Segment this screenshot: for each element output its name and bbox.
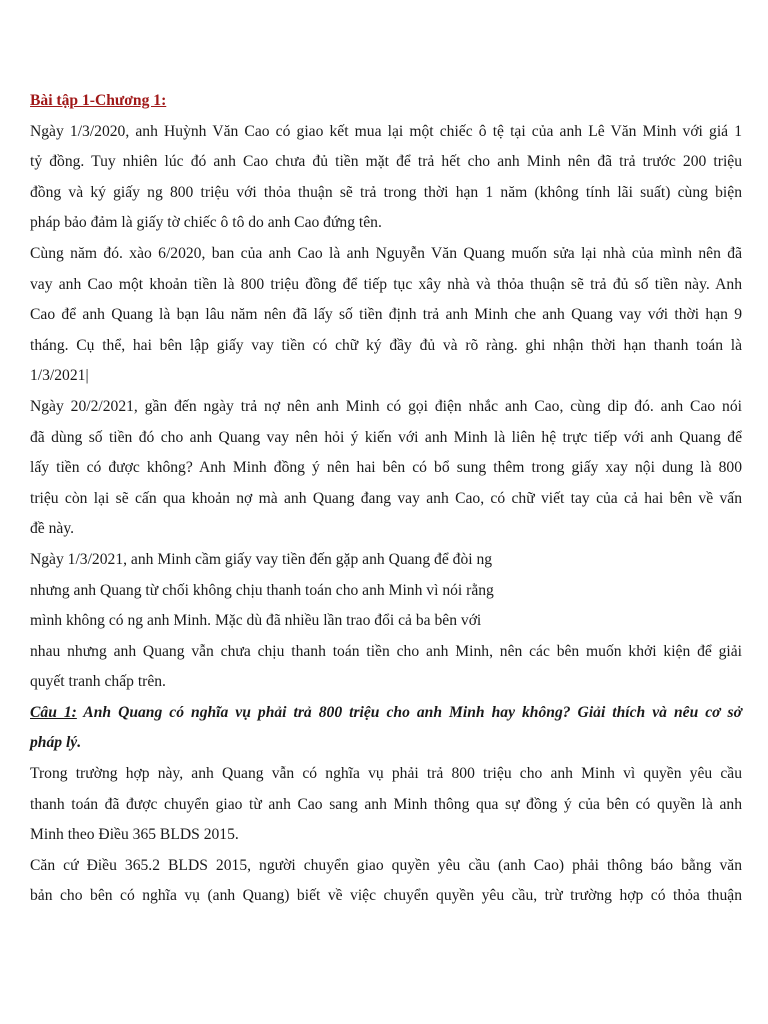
text-line: vay anh Cao một khoản tiền là 800 triệu đồng để tiếp tục xây nhà và thỏa thuận sẽ trả đủ số tiền này. Anh bbox=[30, 275, 742, 293]
paragraph-1 bbox=[30, 117, 742, 239]
answer-paragraph-1 bbox=[30, 759, 742, 851]
question-line: pháp lý. bbox=[30, 734, 82, 752]
paragraph-2 bbox=[30, 239, 742, 392]
text-line: Cùng năm đó. xào 6/2020, ban của anh Cao là anh Nguyễn Văn Quang muốn sửa lại nhà của mình nên đã bbox=[30, 244, 742, 262]
text-line: Ngày 1/3/2021, anh Minh cầm giấy vay tiền đến gặp anh Quang để đòi ng bbox=[30, 550, 493, 568]
paragraph-4 bbox=[30, 545, 742, 698]
text-line: đồng và ký giấy ng 800 triệu với thỏa thuận sẽ trả trong thời hạn 1 năm (không tính lãi suất) cùng biện bbox=[30, 183, 742, 201]
text-line: quyết tranh chấp trên. bbox=[30, 673, 166, 691]
text-line: tỷ đồng. Tuy nhiên lúc đó anh Cao chưa đủ tiền mặt để trả hết cho anh Minh nên đã trả trước 200 triệu bbox=[30, 153, 742, 171]
text-line: Ngày 20/2/2021, gần đến ngày trả nợ nên anh Minh có gọi điện nhắc anh Cao, cùng dip đó. anh Cao nói bbox=[30, 397, 742, 415]
question-label: Câu 1: bbox=[30, 703, 77, 721]
text-line: nhưng anh Quang từ chối không chịu thanh toán cho anh Minh vì nói rằng bbox=[30, 581, 494, 599]
text-line: 1/3/2021| bbox=[30, 367, 89, 385]
text-line: nhau nhưng anh Quang vẫn chưa chịu thanh toán tiền cho anh Minh, nên các bên muốn khởi kiện để giải bbox=[30, 642, 742, 660]
text-line: thanh toán đã được chuyển giao từ anh Cao sang anh Minh thông qua sự đồng ý của bên có quyền là anh bbox=[30, 795, 742, 813]
text-line: tháng. Cụ thể, hai bên lập giấy vay tiền có chữ ký đầy đủ và rõ ràng. ghi nhận thời hạn thanh toán là bbox=[30, 336, 742, 354]
text-line: triệu còn lại sẽ cấn qua khoản nợ mà anh Quang đang vay anh Cao, có chữ viết tay của cả hai bên về vấn bbox=[30, 489, 742, 507]
text-line: mình không có ng anh Minh. Mặc dù đã nhiều lần trao đổi cả ba bên với bbox=[30, 612, 482, 630]
text-line: Minh theo Điều 365 BLDS 2015. bbox=[30, 826, 239, 844]
paragraph-3 bbox=[30, 392, 742, 545]
question-1 bbox=[30, 698, 742, 759]
question-text: Anh Quang có nghĩa vụ phải trả 800 triệu cho anh Minh hay không? Giải thích và nêu cơ sở bbox=[76, 703, 742, 721]
text-line: đã dùng số tiền đó cho anh Quang vay nên hỏi ý kiến với anh Minh là liên hệ trực tiếp với anh Quang để bbox=[30, 428, 742, 446]
text-line: Cao để anh Quang là bạn lâu năm nên đã lấy số tiền định trả anh Minh che anh Quang vay với thời hạn 9 bbox=[30, 306, 742, 324]
text-line: Trong trường hợp này, anh Quang vẫn có nghĩa vụ phải trả 800 triệu cho anh Minh vì quyền yêu cầu bbox=[30, 765, 742, 783]
text-line: lấy tiền có được không? Anh Minh đồng ý nên hai bên có bổ sung thêm trong giấy xay nội dung là 800 bbox=[30, 459, 742, 477]
answer-paragraph-2 bbox=[30, 851, 742, 912]
document-body bbox=[30, 86, 742, 912]
text-line: bản cho bên có nghĩa vụ (anh Quang) biết về việc chuyển quyền yêu cầu, trừ trường hợp có thỏa thuận bbox=[30, 887, 742, 905]
text-line: Ngày 1/3/2020, anh Huỳnh Văn Cao có giao kết mua lại một chiếc ô tệ tại của anh Lê Văn Minh với giá 1 bbox=[30, 122, 742, 140]
text-line: pháp bảo đảm là giấy tờ chiếc ô tô do anh Cao đứng tên. bbox=[30, 214, 382, 232]
text-line: đề này. bbox=[30, 520, 75, 538]
question-line bbox=[30, 698, 742, 729]
exercise-heading: Bài tập 1-Chương 1: bbox=[30, 92, 167, 109]
text-line: Căn cứ Điều 365.2 BLDS 2015, người chuyển giao quyền yêu cầu (anh Cao) phải thông báo bằng văn bbox=[30, 856, 742, 874]
